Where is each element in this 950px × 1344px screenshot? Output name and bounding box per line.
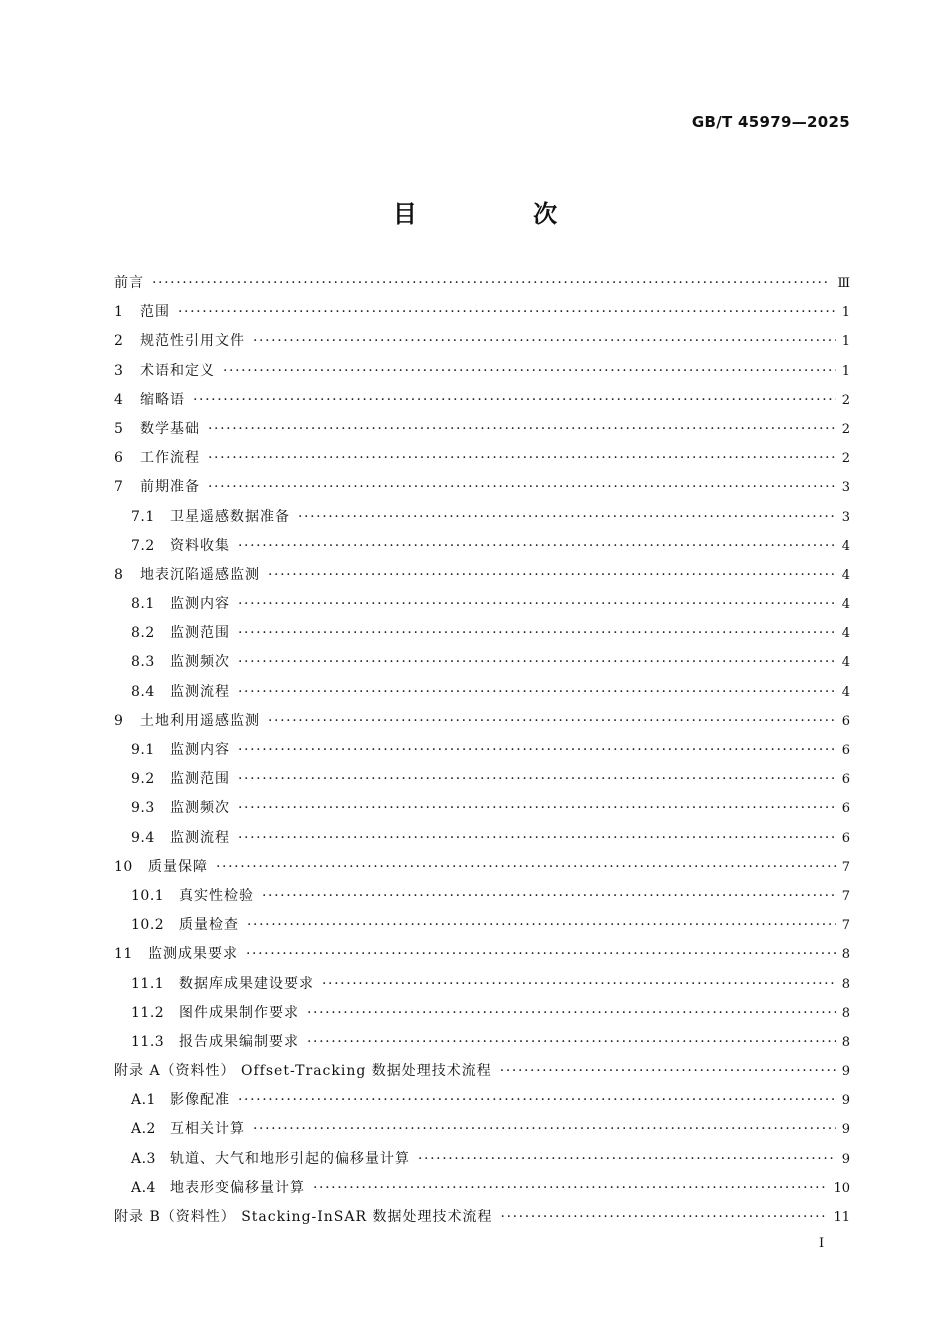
toc-entry-title: 质量检查 xyxy=(179,917,239,934)
toc-entry[interactable] xyxy=(114,999,850,1028)
toc-entry-page: 1 xyxy=(841,334,850,350)
toc-entry-title: 前期准备 xyxy=(140,479,200,496)
toc-entry-page: 2 xyxy=(841,421,850,437)
toc-entry-number: 7 xyxy=(114,479,124,496)
table-of-contents xyxy=(114,269,850,1232)
toc-entry[interactable] xyxy=(114,648,850,677)
toc-entry-number: 10.2 xyxy=(131,917,165,934)
dot-leader xyxy=(307,999,836,1028)
toc-entry-page: 11 xyxy=(833,1210,850,1225)
toc-entry-title: 地表形变偏移量计算 xyxy=(170,1179,305,1196)
standard-code: GB/T 45979—2025 xyxy=(691,113,850,131)
toc-entry[interactable] xyxy=(114,1115,850,1144)
dot-leader xyxy=(238,648,836,677)
toc-entry-number: 9.4 xyxy=(131,829,155,846)
toc-entry-title: 图件成果制作要求 xyxy=(179,1004,299,1021)
toc-entry[interactable] xyxy=(114,882,850,911)
dot-leader xyxy=(193,386,836,415)
toc-entry[interactable] xyxy=(114,1174,850,1203)
dot-leader xyxy=(178,298,836,327)
toc-entry-title: 资料收集 xyxy=(170,537,230,554)
toc-entry[interactable] xyxy=(114,590,850,619)
toc-entry-number: 11.3 xyxy=(131,1033,165,1050)
toc-entry[interactable] xyxy=(114,298,850,327)
toc-entry-title: 术语和定义 xyxy=(140,362,215,379)
toc-entry-number: 8.2 xyxy=(131,625,155,642)
dot-leader xyxy=(322,970,836,999)
dot-leader xyxy=(238,824,836,853)
toc-entry[interactable] xyxy=(114,619,850,648)
toc-entry[interactable] xyxy=(114,1203,850,1232)
toc-entry[interactable] xyxy=(114,678,850,707)
toc-entry-page: 8 xyxy=(841,1034,850,1050)
toc-entry-number: 2 xyxy=(114,333,124,350)
toc-entry-page: 4 xyxy=(841,567,850,583)
toc-entry-page: 6 xyxy=(841,830,850,846)
toc-entry-title: 监测成果要求 xyxy=(148,946,238,963)
toc-entry-number: 11.2 xyxy=(131,1004,165,1021)
dot-leader xyxy=(238,1086,836,1115)
dot-leader xyxy=(238,678,836,707)
toc-entry-number: 7.2 xyxy=(131,537,155,554)
toc-entry-number: A.3 xyxy=(131,1150,156,1167)
toc-entry-title: 质量保障 xyxy=(148,858,208,875)
dot-leader xyxy=(253,1115,836,1144)
toc-entry-number: 1 xyxy=(114,304,124,321)
toc-entry-page: 7 xyxy=(841,859,850,875)
toc-entry-title: 监测内容 xyxy=(170,742,230,758)
toc-entry-number: 11 xyxy=(114,946,133,963)
dot-leader xyxy=(208,444,836,473)
dot-leader xyxy=(501,1203,828,1232)
dot-leader xyxy=(246,940,836,969)
dot-leader xyxy=(247,911,836,940)
toc-entry[interactable] xyxy=(114,940,850,969)
toc-entry-title: 附录 B（资料性） Stacking-InSAR 数据处理技术流程 xyxy=(114,1209,493,1225)
dot-leader xyxy=(298,503,836,532)
dot-leader xyxy=(313,1174,827,1203)
dot-leader xyxy=(238,736,836,765)
toc-entry-page: 6 xyxy=(841,713,850,729)
toc-entry-page: 9 xyxy=(841,1064,850,1080)
toc-entry-number: 3 xyxy=(114,362,124,379)
toc-entry[interactable] xyxy=(114,765,850,794)
toc-entry-title: 附录 A（资料性） Offset-Tracking 数据处理技术流程 xyxy=(114,1063,492,1080)
dot-leader xyxy=(253,327,836,356)
toc-entry-number: 8.1 xyxy=(131,596,155,613)
toc-entry-page: 6 xyxy=(841,743,850,758)
toc-entry[interactable] xyxy=(114,707,850,736)
toc-entry-title: 报告成果编制要求 xyxy=(179,1033,299,1050)
dot-leader xyxy=(216,853,836,882)
toc-entry-page: 1 xyxy=(841,363,850,379)
toc-entry-title: 监测频次 xyxy=(170,654,230,671)
page-title: 目 次 xyxy=(392,200,612,228)
dot-leader xyxy=(208,415,836,444)
dot-leader xyxy=(307,1028,836,1057)
dot-leader xyxy=(238,619,836,648)
toc-entry[interactable] xyxy=(114,794,850,823)
page-number: Ⅰ xyxy=(819,1236,825,1251)
toc-entry[interactable] xyxy=(114,1057,850,1086)
toc-entry-title: 前言 xyxy=(114,275,144,291)
toc-entry-page: 9 xyxy=(841,1151,850,1167)
toc-entry-page: 8 xyxy=(841,947,850,963)
toc-entry-title: 监测频次 xyxy=(170,800,230,817)
toc-entry-title: 真实性检验 xyxy=(179,887,254,904)
toc-entry-number: 10 xyxy=(114,858,133,875)
toc-entry[interactable] xyxy=(114,1145,850,1174)
dot-leader xyxy=(268,561,836,590)
toc-entry[interactable] xyxy=(114,561,850,590)
toc-entry-title: 数学基础 xyxy=(140,420,200,437)
toc-entry-number: 8.4 xyxy=(131,683,155,700)
toc-entry-number: A.1 xyxy=(131,1092,156,1109)
toc-entry-number: 9 xyxy=(114,712,124,729)
toc-entry[interactable] xyxy=(114,327,850,356)
toc-entry-title: 监测内容 xyxy=(170,596,230,613)
dot-leader xyxy=(268,707,836,736)
dot-leader xyxy=(418,1145,836,1174)
toc-entry-number: 9.2 xyxy=(131,771,155,788)
toc-entry[interactable] xyxy=(114,970,850,999)
toc-entry-page: 4 xyxy=(841,538,850,554)
dot-leader xyxy=(500,1057,836,1086)
toc-entry-page: 3 xyxy=(841,509,850,525)
toc-entry[interactable] xyxy=(114,473,850,502)
dot-leader xyxy=(238,794,836,823)
toc-entry[interactable] xyxy=(114,357,850,386)
toc-entry[interactable] xyxy=(114,1028,850,1057)
toc-entry[interactable] xyxy=(114,444,850,473)
toc-entry-title: 工作流程 xyxy=(140,450,200,467)
dot-leader xyxy=(223,357,836,386)
toc-entry[interactable] xyxy=(114,853,850,882)
toc-entry-page: 7 xyxy=(841,888,850,904)
toc-entry-title: 范围 xyxy=(140,304,170,321)
toc-entry[interactable] xyxy=(114,503,850,532)
toc-entry-title: 轨道、大气和地形引起的偏移量计算 xyxy=(170,1150,410,1167)
toc-entry-title: 影像配准 xyxy=(170,1092,230,1109)
toc-entry[interactable] xyxy=(114,269,850,298)
toc-entry[interactable] xyxy=(114,532,850,561)
toc-entry[interactable] xyxy=(114,736,850,765)
toc-entry[interactable] xyxy=(114,415,850,444)
toc-entry-number: 9.1 xyxy=(131,742,155,758)
dot-leader xyxy=(238,532,836,561)
toc-entry-page: 8 xyxy=(841,976,850,992)
toc-entry-title: 地表沉陷遥感监测 xyxy=(140,566,260,583)
toc-entry-title: 规范性引用文件 xyxy=(140,333,245,350)
toc-entry-page: 4 xyxy=(841,597,850,613)
toc-entry-page: 4 xyxy=(841,684,850,700)
toc-entry-page: 10 xyxy=(833,1180,850,1196)
toc-entry-title: 互相关计算 xyxy=(170,1121,245,1138)
toc-entry-number: A.4 xyxy=(131,1179,156,1196)
dot-leader xyxy=(262,882,836,911)
toc-entry-page: 9 xyxy=(841,1093,850,1109)
toc-entry-number: 8.3 xyxy=(131,654,155,671)
toc-entry[interactable] xyxy=(114,911,850,940)
toc-entry[interactable] xyxy=(114,386,850,415)
dot-leader xyxy=(238,765,836,794)
toc-entry-number: 6 xyxy=(114,450,124,467)
toc-entry-title: 监测流程 xyxy=(170,683,230,700)
toc-entry-page: Ⅲ xyxy=(837,276,850,291)
toc-entry-number: A.2 xyxy=(131,1121,156,1138)
toc-entry-page: 2 xyxy=(841,451,850,467)
toc-entry-page: 2 xyxy=(841,392,850,408)
toc-entry-page: 1 xyxy=(841,305,850,321)
toc-entry-number: 7.1 xyxy=(131,508,155,525)
toc-entry-title: 监测范围 xyxy=(170,771,230,788)
toc-entry-page: 6 xyxy=(841,772,850,788)
toc-entry-title: 数据库成果建设要求 xyxy=(179,975,314,992)
toc-entry-page: 6 xyxy=(841,801,850,817)
toc-entry[interactable] xyxy=(114,1086,850,1115)
toc-entry-page: 8 xyxy=(841,1005,850,1021)
toc-entry[interactable] xyxy=(114,824,850,853)
toc-entry-number: 10.1 xyxy=(131,887,165,904)
toc-entry-page: 4 xyxy=(841,626,850,642)
dot-leader xyxy=(152,269,831,298)
toc-entry-title: 土地利用遥感监测 xyxy=(140,712,260,729)
toc-entry-page: 9 xyxy=(841,1122,850,1138)
toc-entry-title: 监测流程 xyxy=(170,829,230,846)
toc-entry-number: 9.3 xyxy=(131,800,155,817)
toc-entry-title: 缩略语 xyxy=(140,391,185,408)
toc-entry-page: 4 xyxy=(841,655,850,671)
toc-entry-title: 监测范围 xyxy=(170,625,230,642)
toc-entry-title: 卫星遥感数据准备 xyxy=(170,508,290,525)
toc-entry-page: 7 xyxy=(841,918,850,934)
dot-leader xyxy=(238,590,836,619)
toc-entry-number: 5 xyxy=(114,420,124,437)
toc-entry-number: 4 xyxy=(114,391,124,408)
dot-leader xyxy=(208,473,836,502)
toc-entry-number: 11.1 xyxy=(131,975,165,992)
toc-entry-page: 3 xyxy=(841,480,850,496)
toc-entry-number: 8 xyxy=(114,566,124,583)
